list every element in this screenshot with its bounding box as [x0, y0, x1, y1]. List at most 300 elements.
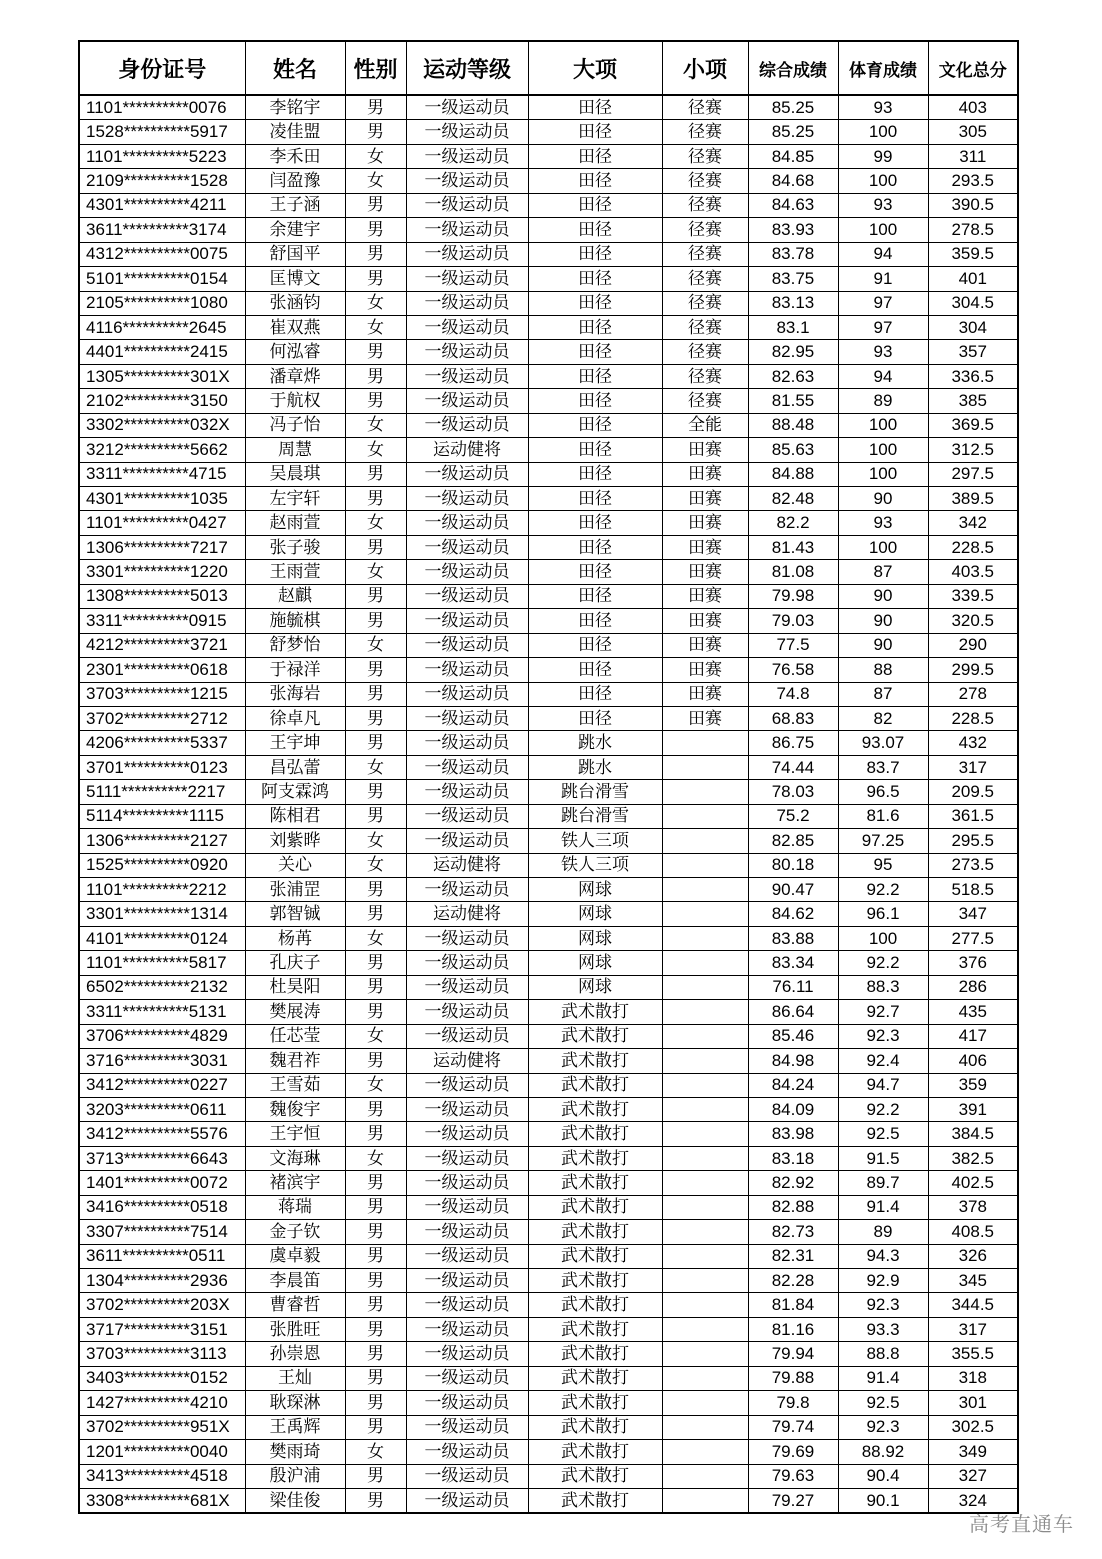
id-number-cell: 4312**********0075 — [79, 242, 245, 266]
event-cell — [662, 1220, 748, 1244]
name-cell: 任芯莹 — [245, 1024, 345, 1048]
composite-score-cell: 82.28 — [748, 1269, 838, 1293]
gender-cell: 男 — [345, 1342, 406, 1366]
id-number-cell: 4301**********4211 — [79, 193, 245, 217]
id-number-cell: 2102**********3150 — [79, 389, 245, 413]
culture-total-cell: 326 — [928, 1244, 1018, 1268]
name-cell: 孙崇恩 — [245, 1342, 345, 1366]
sport-cell: 武术散打 — [528, 1269, 662, 1293]
event-cell: 径赛 — [662, 242, 748, 266]
name-cell: 文海琳 — [245, 1146, 345, 1170]
sports-score-cell: 94 — [838, 242, 928, 266]
composite-score-cell: 82.2 — [748, 511, 838, 535]
culture-total-cell: 349 — [928, 1440, 1018, 1464]
composite-score-cell: 79.88 — [748, 1366, 838, 1390]
composite-score-cell: 82.85 — [748, 829, 838, 853]
gender-cell: 男 — [345, 1415, 406, 1439]
table-row — [79, 169, 1018, 193]
culture-total-cell: 406 — [928, 1049, 1018, 1073]
id-number-cell: 3416**********0518 — [79, 1195, 245, 1219]
table-row — [79, 487, 1018, 511]
sports-score-cell: 96.1 — [838, 902, 928, 926]
culture-total-cell: 324 — [928, 1488, 1018, 1513]
table-row — [79, 853, 1018, 877]
name-cell: 吴晨琪 — [245, 462, 345, 486]
gender-cell: 女 — [345, 926, 406, 950]
event-cell: 田赛 — [662, 633, 748, 657]
name-cell: 魏俊宇 — [245, 1097, 345, 1121]
culture-total-cell: 355.5 — [928, 1342, 1018, 1366]
sport-cell: 武术散打 — [528, 1073, 662, 1097]
composite-score-cell: 84.85 — [748, 144, 838, 168]
id-number-cell: 5101**********0154 — [79, 267, 245, 291]
header-row — [79, 41, 1018, 95]
level-cell: 一级运动员 — [406, 584, 528, 608]
composite-score-cell: 79.94 — [748, 1342, 838, 1366]
composite-score-cell: 81.08 — [748, 560, 838, 584]
composite-score-cell: 84.68 — [748, 169, 838, 193]
name-cell: 阿支霖鸿 — [245, 780, 345, 804]
sports-score-cell: 90 — [838, 584, 928, 608]
event-cell — [662, 1293, 748, 1317]
sport-cell: 田径 — [528, 364, 662, 388]
name-cell: 杜昊阳 — [245, 975, 345, 999]
composite-score-cell: 75.2 — [748, 804, 838, 828]
sport-cell: 田径 — [528, 706, 662, 730]
table-row — [79, 1049, 1018, 1073]
event-cell: 径赛 — [662, 193, 748, 217]
id-number-cell: 3716**********3031 — [79, 1049, 245, 1073]
sport-cell: 田径 — [528, 340, 662, 364]
level-cell: 一级运动员 — [406, 1146, 528, 1170]
composite-score-cell: 79.03 — [748, 609, 838, 633]
id-number-cell: 2301**********0618 — [79, 658, 245, 682]
sports-score-cell: 88 — [838, 658, 928, 682]
composite-score-cell: 78.03 — [748, 780, 838, 804]
event-cell — [662, 926, 748, 950]
sport-cell: 武术散打 — [528, 1122, 662, 1146]
sports-score-cell: 92.7 — [838, 1000, 928, 1024]
name-cell: 刘紫晔 — [245, 829, 345, 853]
sport-cell: 田径 — [528, 218, 662, 242]
level-cell: 一级运动员 — [406, 609, 528, 633]
gender-cell: 男 — [345, 1220, 406, 1244]
level-cell: 一级运动员 — [406, 1366, 528, 1390]
id-number-cell: 3412**********0227 — [79, 1073, 245, 1097]
composite-score-cell: 79.69 — [748, 1440, 838, 1464]
name-cell: 左宇轩 — [245, 487, 345, 511]
culture-total-cell: 376 — [928, 951, 1018, 975]
culture-total-cell: 228.5 — [928, 535, 1018, 559]
event-cell — [662, 975, 748, 999]
sport-cell: 网球 — [528, 951, 662, 975]
event-cell — [662, 1000, 748, 1024]
table-row — [79, 1366, 1018, 1390]
sport-cell: 田径 — [528, 633, 662, 657]
table-row — [79, 1464, 1018, 1488]
name-cell: 凌佳盟 — [245, 120, 345, 144]
level-cell: 一级运动员 — [406, 951, 528, 975]
table-row — [79, 291, 1018, 315]
gender-cell: 女 — [345, 853, 406, 877]
composite-score-cell: 83.13 — [748, 291, 838, 315]
level-cell: 一级运动员 — [406, 1024, 528, 1048]
sports-score-cell: 94.7 — [838, 1073, 928, 1097]
table-row — [79, 144, 1018, 168]
name-cell: 殷沪浦 — [245, 1464, 345, 1488]
gender-cell: 男 — [345, 1171, 406, 1195]
sport-cell: 武术散打 — [528, 1488, 662, 1513]
culture-total-cell: 402.5 — [928, 1171, 1018, 1195]
sports-score-cell: 82 — [838, 706, 928, 730]
culture-total-cell: 327 — [928, 1464, 1018, 1488]
name-cell: 张海岩 — [245, 682, 345, 706]
sports-score-cell: 100 — [838, 169, 928, 193]
gender-cell: 男 — [345, 658, 406, 682]
table-row — [79, 389, 1018, 413]
id-number-cell: 3203**********0611 — [79, 1097, 245, 1121]
sports-score-cell: 100 — [838, 413, 928, 437]
event-cell — [662, 1146, 748, 1170]
sports-score-cell: 92.2 — [838, 1097, 928, 1121]
id-number-cell: 3311**********0915 — [79, 609, 245, 633]
culture-total-cell: 357 — [928, 340, 1018, 364]
composite-score-cell: 79.63 — [748, 1464, 838, 1488]
culture-total-cell: 344.5 — [928, 1293, 1018, 1317]
sports-score-cell: 100 — [838, 926, 928, 950]
event-cell — [662, 1097, 748, 1121]
sport-cell: 田径 — [528, 120, 662, 144]
sports-score-cell: 97 — [838, 291, 928, 315]
table-row — [79, 242, 1018, 266]
sport-cell: 武术散打 — [528, 1220, 662, 1244]
table-row — [79, 1415, 1018, 1439]
gender-cell: 男 — [345, 267, 406, 291]
sports-score-cell: 87 — [838, 682, 928, 706]
level-cell: 一级运动员 — [406, 1488, 528, 1513]
table-row — [79, 95, 1018, 120]
gender-cell: 男 — [345, 1195, 406, 1219]
gender-cell: 男 — [345, 462, 406, 486]
table-row — [79, 780, 1018, 804]
culture-total-cell: 359 — [928, 1073, 1018, 1097]
name-cell: 李铭宇 — [245, 95, 345, 120]
sport-cell: 武术散打 — [528, 1440, 662, 1464]
table-row — [79, 1171, 1018, 1195]
sports-score-cell: 91.4 — [838, 1195, 928, 1219]
sports-score-cell: 91 — [838, 267, 928, 291]
composite-score-cell: 83.34 — [748, 951, 838, 975]
id-number-cell: 4301**********1035 — [79, 487, 245, 511]
level-cell: 一级运动员 — [406, 682, 528, 706]
composite-score-cell: 80.18 — [748, 853, 838, 877]
gender-cell: 男 — [345, 1488, 406, 1513]
name-cell: 杨苒 — [245, 926, 345, 950]
level-cell: 一级运动员 — [406, 1269, 528, 1293]
sport-cell: 田径 — [528, 144, 662, 168]
name-cell: 陈相君 — [245, 804, 345, 828]
table-row — [79, 1269, 1018, 1293]
level-cell: 一级运动员 — [406, 878, 528, 902]
table-row — [79, 193, 1018, 217]
event-cell: 全能 — [662, 413, 748, 437]
sport-cell: 田径 — [528, 658, 662, 682]
composite-score-cell: 84.98 — [748, 1049, 838, 1073]
name-cell: 梁佳俊 — [245, 1488, 345, 1513]
sports-score-cell: 90.4 — [838, 1464, 928, 1488]
sports-score-cell: 89 — [838, 1220, 928, 1244]
table-row — [79, 1220, 1018, 1244]
level-cell: 一级运动员 — [406, 755, 528, 779]
name-cell: 徐卓凡 — [245, 706, 345, 730]
id-number-cell: 3701**********0123 — [79, 755, 245, 779]
level-cell: 一级运动员 — [406, 780, 528, 804]
sports-score-cell: 94.3 — [838, 1244, 928, 1268]
id-number-cell: 3308**********681X — [79, 1488, 245, 1513]
culture-total-cell: 385 — [928, 389, 1018, 413]
sports-score-cell: 93 — [838, 193, 928, 217]
composite-score-cell: 83.75 — [748, 267, 838, 291]
culture-total-cell: 361.5 — [928, 804, 1018, 828]
results-table — [78, 40, 1019, 1514]
table-row — [79, 584, 1018, 608]
event-cell: 径赛 — [662, 95, 748, 120]
sport-cell: 武术散打 — [528, 1195, 662, 1219]
gender-cell: 男 — [345, 804, 406, 828]
composite-score-cell: 68.83 — [748, 706, 838, 730]
id-number-cell: 2105**********1080 — [79, 291, 245, 315]
event-cell — [662, 1464, 748, 1488]
sports-score-cell: 97 — [838, 315, 928, 339]
gender-cell: 男 — [345, 120, 406, 144]
table-row — [79, 1488, 1018, 1513]
table-row — [79, 1440, 1018, 1464]
sports-score-cell: 92.5 — [838, 1122, 928, 1146]
sports-score-cell: 100 — [838, 438, 928, 462]
sport-cell: 田径 — [528, 413, 662, 437]
event-cell — [662, 951, 748, 975]
gender-cell: 女 — [345, 829, 406, 853]
level-cell: 一级运动员 — [406, 364, 528, 388]
name-cell: 褚滨宇 — [245, 1171, 345, 1195]
gender-cell: 女 — [345, 413, 406, 437]
culture-total-cell: 311 — [928, 144, 1018, 168]
sport-cell: 武术散打 — [528, 1000, 662, 1024]
sports-score-cell: 93 — [838, 340, 928, 364]
level-cell: 一级运动员 — [406, 535, 528, 559]
sports-score-cell: 100 — [838, 462, 928, 486]
name-cell: 施毓棋 — [245, 609, 345, 633]
id-number-cell: 1101**********5817 — [79, 951, 245, 975]
table-row — [79, 120, 1018, 144]
level-cell: 一级运动员 — [406, 389, 528, 413]
culture-total-cell: 318 — [928, 1366, 1018, 1390]
table-row — [79, 951, 1018, 975]
composite-score-cell: 83.98 — [748, 1122, 838, 1146]
header-event: 小项 — [662, 41, 748, 95]
composite-score-cell: 85.25 — [748, 120, 838, 144]
gender-cell: 男 — [345, 609, 406, 633]
culture-total-cell: 408.5 — [928, 1220, 1018, 1244]
id-number-cell: 2109**********1528 — [79, 169, 245, 193]
name-cell: 王宇恒 — [245, 1122, 345, 1146]
sport-cell: 武术散打 — [528, 1464, 662, 1488]
culture-total-cell: 391 — [928, 1097, 1018, 1121]
composite-score-cell: 82.88 — [748, 1195, 838, 1219]
event-cell: 径赛 — [662, 364, 748, 388]
name-cell: 何泓睿 — [245, 340, 345, 364]
level-cell: 一级运动员 — [406, 1171, 528, 1195]
gender-cell: 女 — [345, 1024, 406, 1048]
culture-total-cell: 382.5 — [928, 1146, 1018, 1170]
sport-cell: 田径 — [528, 609, 662, 633]
sports-score-cell: 100 — [838, 218, 928, 242]
composite-score-cell: 82.48 — [748, 487, 838, 511]
level-cell: 一级运动员 — [406, 95, 528, 120]
sport-cell: 铁人三项 — [528, 829, 662, 853]
culture-total-cell: 273.5 — [928, 853, 1018, 877]
culture-total-cell: 403 — [928, 95, 1018, 120]
culture-total-cell: 302.5 — [928, 1415, 1018, 1439]
gender-cell: 男 — [345, 1000, 406, 1024]
level-cell: 一级运动员 — [406, 144, 528, 168]
composite-score-cell: 82.95 — [748, 340, 838, 364]
sports-score-cell: 88.3 — [838, 975, 928, 999]
culture-total-cell: 277.5 — [928, 926, 1018, 950]
name-cell: 樊雨琦 — [245, 1440, 345, 1464]
gender-cell: 女 — [345, 169, 406, 193]
id-number-cell: 3403**********0152 — [79, 1366, 245, 1390]
event-cell: 田赛 — [662, 560, 748, 584]
culture-total-cell: 403.5 — [928, 560, 1018, 584]
sport-cell: 铁人三项 — [528, 853, 662, 877]
event-cell: 径赛 — [662, 144, 748, 168]
id-number-cell: 6502**********2132 — [79, 975, 245, 999]
culture-total-cell: 378 — [928, 1195, 1018, 1219]
id-number-cell: 3302**********032X — [79, 413, 245, 437]
sport-cell: 田径 — [528, 291, 662, 315]
composite-score-cell: 84.09 — [748, 1097, 838, 1121]
id-number-cell: 3702**********203X — [79, 1293, 245, 1317]
header-gender: 性别 — [345, 41, 406, 95]
name-cell: 李禾田 — [245, 144, 345, 168]
event-cell: 田赛 — [662, 535, 748, 559]
id-number-cell: 1101**********0076 — [79, 95, 245, 120]
composite-score-cell: 82.92 — [748, 1171, 838, 1195]
level-cell: 一级运动员 — [406, 511, 528, 535]
table-row — [79, 633, 1018, 657]
sports-score-cell: 89 — [838, 389, 928, 413]
event-cell: 田赛 — [662, 609, 748, 633]
gender-cell: 男 — [345, 1269, 406, 1293]
id-number-cell: 1401**********0072 — [79, 1171, 245, 1195]
table-row — [79, 609, 1018, 633]
name-cell: 李晨笛 — [245, 1269, 345, 1293]
composite-score-cell: 74.44 — [748, 755, 838, 779]
culture-total-cell: 336.5 — [928, 364, 1018, 388]
name-cell: 匡博文 — [245, 267, 345, 291]
gender-cell: 男 — [345, 535, 406, 559]
composite-score-cell: 84.24 — [748, 1073, 838, 1097]
id-number-cell: 3307**********7514 — [79, 1220, 245, 1244]
name-cell: 周慧 — [245, 438, 345, 462]
table-row — [79, 364, 1018, 388]
name-cell: 金子钦 — [245, 1220, 345, 1244]
name-cell: 赵雨萱 — [245, 511, 345, 535]
level-cell: 运动健将 — [406, 438, 528, 462]
culture-total-cell: 342 — [928, 511, 1018, 535]
culture-total-cell: 389.5 — [928, 487, 1018, 511]
name-cell: 王雪茹 — [245, 1073, 345, 1097]
composite-score-cell: 83.93 — [748, 218, 838, 242]
sport-cell: 田径 — [528, 193, 662, 217]
table-row — [79, 267, 1018, 291]
sports-score-cell: 92.3 — [838, 1024, 928, 1048]
name-cell: 张浦罡 — [245, 878, 345, 902]
level-cell: 一级运动员 — [406, 169, 528, 193]
sport-cell: 网球 — [528, 878, 662, 902]
culture-total-cell: 278.5 — [928, 218, 1018, 242]
sport-cell: 武术散打 — [528, 1171, 662, 1195]
sports-score-cell: 93.07 — [838, 731, 928, 755]
name-cell: 崔双燕 — [245, 315, 345, 339]
table-row — [79, 315, 1018, 339]
name-cell: 王子涵 — [245, 193, 345, 217]
sport-cell: 网球 — [528, 975, 662, 999]
sport-cell: 田径 — [528, 682, 662, 706]
name-cell: 蒋瑞 — [245, 1195, 345, 1219]
gender-cell: 男 — [345, 1293, 406, 1317]
culture-total-cell: 317 — [928, 755, 1018, 779]
sport-cell: 田径 — [528, 535, 662, 559]
table-row — [79, 878, 1018, 902]
gender-cell: 男 — [345, 951, 406, 975]
sports-score-cell: 97.25 — [838, 829, 928, 853]
gender-cell: 男 — [345, 242, 406, 266]
event-cell — [662, 780, 748, 804]
header-culture-total: 文化总分 — [928, 41, 1018, 95]
sport-cell: 武术散打 — [528, 1244, 662, 1268]
composite-score-cell: 83.1 — [748, 315, 838, 339]
composite-score-cell: 81.16 — [748, 1317, 838, 1341]
gender-cell: 女 — [345, 144, 406, 168]
name-cell: 王宇坤 — [245, 731, 345, 755]
id-number-cell: 3301**********1314 — [79, 902, 245, 926]
gender-cell: 男 — [345, 1049, 406, 1073]
id-number-cell: 3611**********0511 — [79, 1244, 245, 1268]
event-cell: 径赛 — [662, 315, 748, 339]
table-row — [79, 1244, 1018, 1268]
sport-cell: 田径 — [528, 560, 662, 584]
name-cell: 张涵钧 — [245, 291, 345, 315]
event-cell — [662, 1391, 748, 1415]
level-cell: 一级运动员 — [406, 120, 528, 144]
name-cell: 张胜旺 — [245, 1317, 345, 1341]
event-cell — [662, 902, 748, 926]
culture-total-cell: 312.5 — [928, 438, 1018, 462]
event-cell — [662, 1024, 748, 1048]
id-number-cell: 1101**********2212 — [79, 878, 245, 902]
name-cell: 曹睿哲 — [245, 1293, 345, 1317]
composite-score-cell: 79.98 — [748, 584, 838, 608]
event-cell — [662, 1244, 748, 1268]
sport-cell: 田径 — [528, 95, 662, 120]
id-number-cell: 5111**********2217 — [79, 780, 245, 804]
culture-total-cell: 347 — [928, 902, 1018, 926]
sport-cell: 田径 — [528, 438, 662, 462]
name-cell: 舒梦怡 — [245, 633, 345, 657]
culture-total-cell: 304.5 — [928, 291, 1018, 315]
